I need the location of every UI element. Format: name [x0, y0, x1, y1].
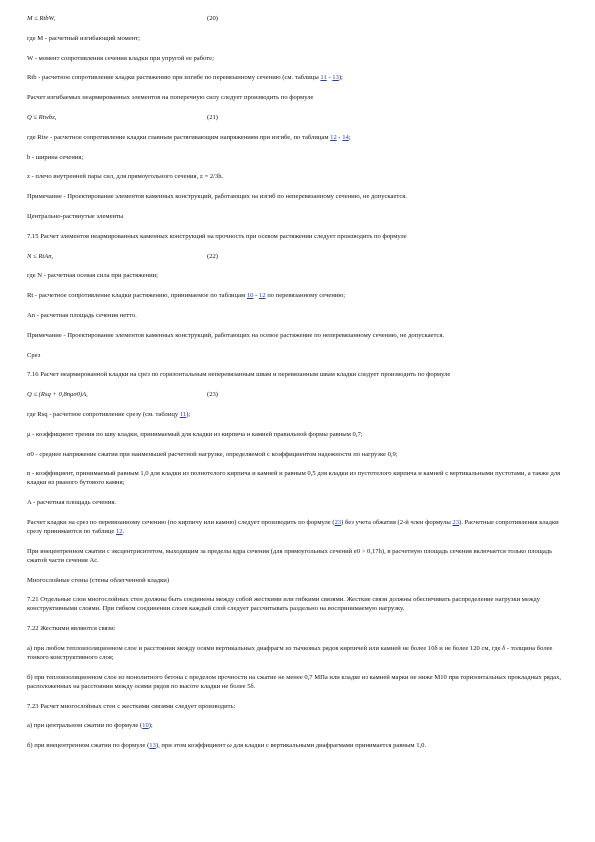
formula-expression: Q ≤ (Rsq + 0,8nμσ0)A, [27, 391, 88, 399]
paragraph-7-23: 7.23 Расчет многослойных стен с жесткими связями следует производить: [27, 702, 236, 710]
note-tension: Примечание - Проектирование элементов каменных конструкций, работающих на осевое растяжение по неперевязанному сечению, не допускается. [27, 331, 445, 339]
paragraph-n-coefficient: n - коэффициент, принимаемый равным 1,0 для кладки из полнотелого кирпича и камней и равным 0,5 для кладки из пустотелого кирпича и камней с вертикальными пустотами, а также для кладки из рваного бутового камня; [27, 470, 561, 487]
table-link[interactable]: 13 [332, 74, 339, 82]
table-link[interactable]: 12 [258, 292, 266, 300]
paragraph-m-definition: где M - расчетный изгибающий момент; [27, 34, 140, 42]
paragraph-n-definition: где N - расчетная осевая сила при растяжении; [27, 272, 158, 280]
paragraph-rtw-definition [27, 133, 573, 142]
table-link[interactable]: 11 [320, 74, 327, 82]
paragraph-7-22: 7.22 Жесткими являются связи: [27, 625, 116, 633]
text-segment: - [253, 292, 259, 300]
text-segment: Расчет кладки на срез по перевязанному сечению (по кирпичу или камню) следует производить по формуле ( [27, 518, 335, 526]
text-segment: ). Расчетные сопротивления кладки срезу принимаются по таблице [27, 518, 559, 535]
paragraph-7-23-a [27, 721, 573, 730]
paragraph-a-definition: A - расчетная площадь сечения. [27, 499, 117, 507]
paragraph-b-definition: b - ширина сечения; [27, 153, 84, 161]
section-heading-tension: Центрально-растянутые элементы [27, 212, 124, 220]
text-segment: ), при этом коэффициент [155, 742, 228, 750]
formula-expression: Q ≤ Rtwbz, [27, 113, 57, 121]
note-bending: Примечание - Проектирование элементов каменных конструкций, работающих на изгиб по неперевязанному сечению, не допускается. [27, 193, 407, 201]
formula-23 [27, 390, 573, 399]
paragraph-shear-calc: Расчет изгибаемых неармированных элементов на поперечную силу следует производить по формуле [27, 94, 314, 102]
text-segment: где Rtw - расчетное сопротивление кладки главным растягивающим напряжениям при изгибе, по таблицам [27, 133, 331, 141]
paragraph-mu-definition: μ - коэффициент трения по шву кладки, принимаемый для кладки из кирпича и камней правильной формы равным 0,7; [27, 430, 363, 438]
formula-22 [27, 252, 573, 261]
text-segment: ; [348, 133, 351, 141]
text-segment: а) при центральном сжатии по формуле ( [27, 722, 143, 730]
paragraph-rtb-definition [27, 73, 573, 82]
table-link[interactable]: 11 [179, 410, 187, 418]
paragraph-7-22-a: а) при любом теплоизоляционном слое и расстоянии между осями вертикальных диафрагм из тычковых рядов кирпичей или камней не более 10δ и не более 120 см, где δ - толщина более тонкого конструктивного слоя; [27, 644, 553, 661]
formula-21 [27, 113, 573, 122]
formula-link[interactable]: 10 [142, 722, 149, 730]
paragraph-7-22-b: б) при теплоизоляционном слое из монолитного бетона с пределом прочности на сжатие не менее 0,7 МПа или кладке из камней марки не ниже М10 при горизонтальных прокладных рядах, расположенных на расстоянии между осями рядов по высоте кладки не более 5δ. [27, 673, 562, 690]
formula-link[interactable]: 13 [149, 742, 156, 750]
paragraph-w-definition: W - момент сопротивления сечения кладки при упругой ее работе; [27, 54, 214, 62]
text-segment: ); [338, 74, 343, 82]
symbol-omega: ω [227, 742, 232, 750]
formula-number: (20) [207, 15, 218, 22]
text-segment: ); [148, 722, 153, 730]
text-segment: по перевязанному сечению; [265, 292, 346, 300]
paragraph-7-16: 7.16 Расчет неармированной кладки на срез по горизонтальным неперевязанным швам и перевязанным швам кладки следует производить по формуле [27, 371, 451, 379]
table-link[interactable]: 14 [342, 133, 349, 141]
paragraph-rt-definition [27, 291, 573, 300]
formula-link[interactable]: 23 [334, 518, 342, 526]
formula-20 [27, 14, 573, 23]
paragraph-z-definition: z - плечо внутренней пары сил, для прямоугольного сечения, z = 2/3h. [27, 173, 224, 181]
paragraph-rsq-definition [27, 410, 573, 419]
formula-number: (22) [207, 252, 218, 260]
formula-number: (23) [207, 391, 218, 399]
formula-expression: M ≤ RtbW, [27, 15, 56, 22]
paragraph-7-15: 7.15 Расчет элементов неармированных каменных конструкций на прочность при осевом растяжении следует производить по формуле [27, 232, 407, 240]
paragraph-bonded-shear [27, 518, 573, 536]
text-segment: - [326, 74, 333, 82]
formula-expression: N ≤ RtAn, [27, 252, 54, 260]
text-segment: Rt - расчетное сопротивление кладки растяжению, принимаемое по таблицам [27, 292, 247, 300]
paragraph-7-21: 7.21 Отдельные слои многослойных стен должны быть соединены между собой жесткими или гибкими связями. Жесткие связи должны обеспечивать распределение нагрузки между конструктивными слоями. При гибком соединении слоев каждый слой следует рассчитывать раздельно на воспринимаемую нагрузку. [27, 596, 541, 613]
text-segment: для кладки с вертикальными диафрагмами принимается равным 1,0. [231, 742, 427, 750]
text-segment: б) при внецентренном сжатии по формуле ( [27, 742, 150, 750]
table-link[interactable]: 12 [330, 133, 337, 141]
paragraph-eccentric: При внецентренном сжатии с эксцентриситетом, выходящим за пределы ядра сечения (для прямоугольных сечений e0 > 0,17h), в расчетную площадь сечения включается только площадь сжатой части сечения Ac. [27, 547, 553, 564]
formula-number: (21) [207, 113, 218, 121]
text-segment: - [336, 133, 343, 141]
table-link[interactable]: 10 [246, 292, 254, 300]
paragraph-7-23-b [27, 741, 573, 750]
section-heading-multilayer: Многослойные стены (стены облегченной кладки) [27, 576, 170, 584]
text-segment: ); [186, 410, 191, 418]
formula-link[interactable]: 23 [452, 518, 459, 526]
text-segment: ) без учета обжатия (2-й член формулы [341, 518, 453, 526]
paragraph-an-definition: An - расчетная площадь сечения нетто. [27, 311, 137, 319]
text-segment: где Rsq - расчетное сопротивление срезу (см. таблицу [27, 410, 180, 418]
paragraph-sigma-definition: σ0 - среднее напряжение сжатия при наименьшей расчетной нагрузке, определяемой с коэффициентом надежности по нагрузке 0,9; [27, 450, 398, 458]
document-page [27, 14, 573, 761]
table-link[interactable]: 12 [116, 527, 123, 535]
section-heading-shear: Срез [27, 351, 41, 359]
text-segment: . [122, 527, 125, 535]
text-segment: Rtb - расчетное сопротивление кладки растяжению при изгибе по перевязанному сечению (см. таблицы [27, 74, 321, 82]
